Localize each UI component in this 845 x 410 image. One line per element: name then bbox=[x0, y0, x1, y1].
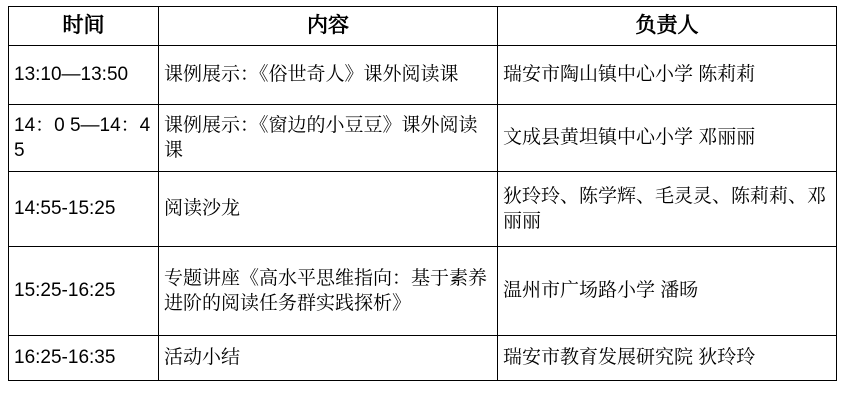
cell-owner: 文成县黄坦镇中心小学 邓丽丽 bbox=[498, 105, 837, 172]
cell-content: 专题讲座《高水平思维指向：基于素养进阶的阅读任务群实践探析》 bbox=[159, 247, 498, 336]
column-header-content: 内容 bbox=[159, 7, 498, 46]
table-header bbox=[9, 7, 837, 46]
table-row bbox=[9, 247, 837, 336]
cell-owner: 瑞安市陶山镇中心小学 陈莉莉 bbox=[498, 46, 837, 105]
cell-content: 课例展示：《俗世奇人》课外阅读课 bbox=[159, 46, 498, 105]
cell-time: 16:25-16:35 bbox=[9, 336, 159, 381]
table-row bbox=[9, 46, 837, 105]
table-body bbox=[9, 46, 837, 381]
table-row bbox=[9, 336, 837, 381]
cell-time: 14:55-15:25 bbox=[9, 172, 159, 247]
table-header-row bbox=[9, 7, 837, 46]
cell-time: 14：0 5—14：4 5 bbox=[9, 105, 159, 172]
table-row bbox=[9, 105, 837, 172]
cell-owner: 温州市广场路小学 潘旸 bbox=[498, 247, 837, 336]
cell-time: 13:10—13:50 bbox=[9, 46, 159, 105]
schedule-table bbox=[8, 6, 837, 381]
cell-owner: 狄玲玲、陈学辉、毛灵灵、陈莉莉、邓丽丽 bbox=[498, 172, 837, 247]
column-header-owner: 负责人 bbox=[498, 7, 837, 46]
column-header-time: 时间 bbox=[9, 7, 159, 46]
table-row bbox=[9, 172, 837, 247]
cell-owner: 瑞安市教育发展研究院 狄玲玲 bbox=[498, 336, 837, 381]
cell-content: 活动小结 bbox=[159, 336, 498, 381]
cell-content: 阅读沙龙 bbox=[159, 172, 498, 247]
cell-content: 课例展示：《窗边的小豆豆》课外阅读课 bbox=[159, 105, 498, 172]
cell-time: 15:25-16:25 bbox=[9, 247, 159, 336]
